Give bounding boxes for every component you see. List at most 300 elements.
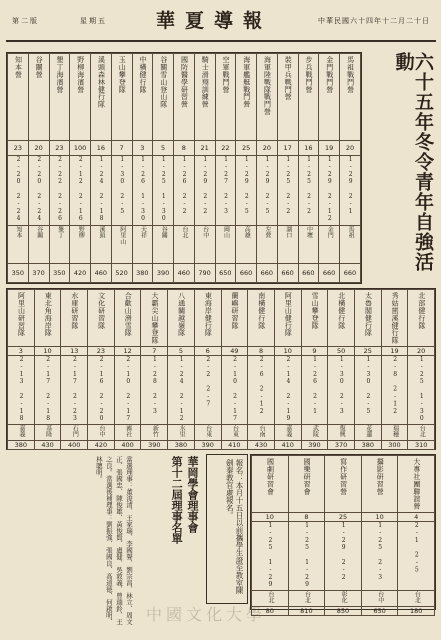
place-row [8, 225, 361, 264]
activity-count: 10 [375, 512, 384, 521]
activity-place-cell [91, 225, 112, 264]
activity-name-cell [174, 54, 195, 141]
activity-name: 中橫健行隊 [139, 56, 148, 93]
activity-fee: 650 [373, 607, 386, 616]
count-row [8, 140, 361, 156]
activity-fee-cell [194, 264, 215, 283]
activity-name-cell [236, 54, 257, 141]
activity-dates: 1-25 2-2 [284, 156, 292, 216]
activity-count-cell [28, 140, 49, 156]
activity-name-cell [61, 290, 88, 347]
activity-place-cell [340, 225, 361, 264]
count-row [8, 346, 435, 355]
activity-fee-cell [257, 264, 278, 283]
activity-dates-cell [194, 355, 221, 425]
activity-name-cell [298, 54, 319, 141]
activity-count: 25 [363, 346, 372, 355]
activity-table-bottom [250, 454, 436, 616]
activity-name-cell [153, 54, 174, 141]
activity-name-cell [8, 54, 29, 141]
activity-dates-cell [248, 355, 275, 425]
fee-row [8, 441, 435, 450]
activity-dates: 1-25 1-30 [418, 355, 426, 423]
activity-dates: 2-10 2-17 [231, 355, 239, 423]
activity-dates-cell [298, 156, 319, 226]
activity-fee: 400 [121, 441, 134, 450]
activity-place-cell [319, 225, 340, 264]
activity-fee: 660 [260, 269, 274, 278]
activity-name-cell [277, 54, 298, 141]
activity-place-cell [28, 225, 49, 264]
activity-dates: 2-6 2-12 [258, 355, 266, 416]
activity-place: 野柳 [77, 225, 85, 239]
council-org: 華岡學會理事會 [186, 456, 199, 533]
activity-place-cell [141, 425, 168, 441]
activity-dates: 1-29 2-12 [326, 156, 334, 223]
activity-fee-cell [248, 441, 275, 450]
activity-dates-cell [354, 355, 381, 425]
activity-place-cell [298, 225, 319, 264]
activity-fee-cell [328, 441, 355, 450]
activity-place-cell [153, 225, 174, 264]
dates-row [8, 156, 361, 226]
activity-count-cell [319, 140, 340, 156]
activity-count-cell [70, 140, 91, 156]
activity-place: 霧社 [124, 425, 132, 439]
activity-place: 谷關 [160, 225, 168, 239]
activity-fee: 460 [177, 269, 191, 278]
activity-name: 秀姑巒溪健行隊 [391, 292, 400, 344]
activity-dates-cell [288, 521, 325, 591]
activity-fee-cell [70, 264, 91, 283]
activity-fee: 660 [322, 269, 336, 278]
activity-count: 3 [140, 143, 145, 152]
masthead [6, 4, 436, 42]
activity-count: 13 [70, 346, 79, 355]
activity-place: 台東 [231, 425, 239, 439]
activity-dates: 1-30 2-5 [118, 156, 126, 216]
activity-place-cell [34, 425, 61, 441]
activity-count-cell [301, 346, 328, 355]
activity-fee-cell [325, 607, 362, 616]
activity-count-cell [408, 346, 435, 355]
activity-count: 7 [152, 346, 157, 355]
activity-count: 10 [43, 346, 52, 355]
council-term: 第十二屆理事名單 [170, 456, 184, 544]
activity-name-cell [328, 290, 355, 347]
activity-name-cell [257, 54, 278, 141]
activity-name: 玉山攀登隊 [118, 56, 127, 93]
activity-count-cell [328, 346, 355, 355]
activity-count-cell [325, 512, 362, 521]
activity-fee-cell [277, 264, 298, 283]
activity-fee: 420 [94, 441, 108, 450]
activity-fee-cell [114, 441, 141, 450]
activity-dates-cell [328, 355, 355, 425]
activity-name: 攝影研習營 [376, 458, 385, 495]
activity-count: 3 [18, 346, 23, 355]
activity-dates-cell [111, 156, 132, 226]
activity-fee: 420 [73, 269, 87, 278]
activity-dates: 2-14 2-19 [284, 355, 292, 423]
activity-dates-cell [88, 355, 115, 425]
activity-name-cell [168, 290, 195, 347]
activity-place-cell [236, 225, 257, 264]
activity-name: 太魯閣健行隊 [364, 292, 373, 337]
activity-name-cell [70, 54, 91, 141]
activity-count-cell [8, 140, 29, 156]
activity-place: 台東 [204, 425, 212, 439]
dates-row [252, 521, 435, 591]
activity-count: 25 [338, 512, 348, 521]
activity-dates-cell [274, 355, 301, 425]
activity-name: 野柳海濱營 [76, 56, 85, 93]
activity-fee: 380 [361, 441, 374, 450]
activity-dates: 1-30 2-5 [364, 355, 372, 416]
activity-dates: 2-1 2-5 [413, 521, 421, 574]
activity-fee-cell [408, 441, 435, 450]
activity-name-cell [288, 456, 325, 513]
weekday: 星期五 [80, 17, 107, 25]
activity-name-cell [301, 290, 328, 347]
activity-count-cell [194, 346, 221, 355]
activity-place: 彰化 [340, 591, 348, 605]
activity-fee: 660 [281, 269, 294, 278]
activity-place-cell [168, 425, 195, 441]
activity-name-cell [141, 290, 168, 347]
activity-name: 大專社團聯誼營 [412, 458, 421, 510]
activity-fee: 660 [302, 269, 315, 278]
activity-fee: 380 [136, 269, 149, 278]
activity-name: 國防醫學研習營 [180, 56, 189, 108]
activity-count-cell [277, 140, 298, 156]
activity-count: 23 [96, 346, 106, 355]
activity-fee: 850 [336, 607, 350, 616]
activity-name-cell [28, 54, 49, 141]
activity-dates: 2-2 2-7 [204, 355, 212, 408]
activity-name: 八通關越嶺隊 [177, 292, 186, 337]
activity-count: 50 [336, 346, 346, 355]
activity-dates: 1-25 2-2 [305, 156, 313, 216]
activity-count: 10 [265, 512, 274, 521]
activity-fee-cell [236, 264, 257, 283]
activity-name: 寫作研習營 [339, 458, 348, 495]
activity-name-cell [398, 456, 435, 513]
activity-name: 谷關營 [35, 56, 44, 79]
activity-place-cell [88, 425, 115, 441]
activity-dates: 1-25 2-3 [376, 521, 384, 582]
activity-dates-cell [174, 156, 195, 226]
activity-fee-cell [274, 441, 301, 450]
activity-dates-cell [8, 355, 35, 425]
activity-dates: 1-29 2-5 [264, 156, 272, 216]
activity-fee: 380 [14, 441, 28, 450]
activity-count-cell [354, 346, 381, 355]
activity-place: 石門 [71, 425, 79, 439]
council-heading [136, 456, 200, 606]
activity-dates-cell [252, 521, 289, 591]
activity-name: 文化研習隊 [97, 292, 106, 329]
fee-row [8, 264, 361, 283]
activity-fee: 390 [308, 441, 321, 450]
page-number: 第二版 [12, 17, 39, 25]
activity-count: 7 [119, 143, 124, 152]
activity-place-cell [328, 425, 355, 441]
activity-place: 馬祖 [347, 225, 355, 239]
activity-count-cell [34, 346, 61, 355]
activity-fee-cell [61, 441, 88, 450]
activity-dates-cell [153, 156, 174, 226]
dates-row [8, 355, 435, 425]
activity-place: 台中 [98, 425, 106, 439]
activity-count-cell [252, 512, 289, 521]
newspaper-page [6, 4, 436, 632]
activity-fee: 300 [388, 441, 401, 450]
activity-fee: 80 [265, 607, 274, 616]
activity-place-cell [361, 591, 398, 607]
activity-count-cell [381, 346, 408, 355]
activity-dates: 1-28 2-3 [151, 355, 159, 416]
name-row [252, 456, 435, 513]
activity-fee: 410 [228, 441, 241, 450]
activity-count: 16 [96, 143, 106, 152]
activity-fee: 390 [156, 269, 170, 278]
activity-count: 5 [161, 143, 166, 152]
activity-name: 步兵戰鬥營 [305, 56, 314, 93]
activity-dates-cell [49, 156, 70, 226]
activity-name-cell [194, 54, 215, 141]
newspaper-title: 華夏導報 [156, 10, 273, 32]
activity-fee-cell [354, 441, 381, 450]
activity-fee: 520 [115, 269, 128, 278]
activity-place: 中壢 [305, 225, 313, 239]
activity-count-cell [340, 140, 361, 156]
activity-place-cell [114, 425, 141, 441]
activity-name-cell [34, 290, 61, 347]
activity-fee-cell [168, 441, 195, 450]
activity-fee-cell [381, 441, 408, 450]
activity-place-cell [70, 225, 91, 264]
activity-count-cell [88, 346, 115, 355]
activity-count-cell [114, 346, 141, 355]
activity-dates-cell [325, 521, 362, 591]
activity-fee: 180 [409, 607, 423, 616]
activity-fee-cell [301, 441, 328, 450]
registration-notice: 報名：本月十五日以前攜學生證至教室陳劍秦教官處報名。 [206, 454, 248, 604]
activity-dates: 2-12 2-16 [77, 156, 85, 223]
activity-fee-cell [34, 441, 61, 450]
activity-name: 裝甲兵戰鬥營 [284, 56, 293, 101]
activity-place-cell [288, 591, 325, 607]
activity-dates: 2-17 2-23 [71, 355, 79, 423]
activity-fee-cell [194, 441, 221, 450]
activity-fee: 410 [281, 441, 294, 450]
activity-table-middle [6, 288, 436, 450]
activity-place-cell [215, 225, 236, 264]
activity-place: 花蓮 [364, 425, 372, 439]
activity-fee: 430 [254, 441, 268, 450]
activity-name: 金門戰鬥營 [325, 56, 334, 93]
activity-table-top [6, 52, 362, 284]
activity-dates: 2-16 2-20 [98, 355, 106, 423]
activity-name: 騎士滑翔訓練營 [201, 56, 210, 108]
activity-dates: 1-29 2-5 [243, 156, 251, 216]
activity-fee: 390 [148, 441, 161, 450]
council-members: 當選理事：董浚清、王家瑞、李國聲、劉宗昌、林立、周文正、張國忠、陳俊雄、黃俊賢、盧健、吳敦義、曾瑞鈴、王之良。當選後補理事：劉振強、張國良、高道德、何啟明、林聰明。 [94, 456, 133, 625]
activity-dates: 1-29 2-1 [347, 156, 355, 216]
activity-name: 國樂研習會 [303, 458, 312, 495]
activity-place: 知本 [15, 225, 23, 239]
activity-count: 20 [262, 143, 272, 152]
activity-place: 水里 [178, 425, 186, 439]
activity-dates: 1-24 2-12 [178, 355, 186, 423]
activity-dates: 1-24 2-18 [98, 156, 106, 223]
activity-place: 台中 [201, 225, 209, 239]
activity-fee: 430 [41, 441, 54, 450]
activity-dates: 1-26 1-30 [139, 156, 147, 223]
activity-dates: 2-22 2-26 [56, 156, 64, 223]
activity-fee-cell [288, 607, 325, 616]
activity-name: 雪山攀登隊 [311, 292, 320, 329]
activity-dates-cell [381, 355, 408, 425]
activity-place: 新竹 [151, 425, 159, 439]
activity-count-cell [132, 140, 153, 156]
activity-place-cell [194, 425, 221, 441]
activity-place: 嘉義 [284, 425, 292, 439]
activity-count-cell [153, 140, 174, 156]
activity-fee-cell [340, 264, 361, 283]
activity-count: 5 [178, 346, 184, 355]
activity-name-cell [194, 290, 221, 347]
activity-fee: 660 [239, 269, 253, 278]
activity-name-cell [215, 54, 236, 141]
activity-count-cell [174, 140, 195, 156]
activity-count-cell [111, 140, 132, 156]
activity-fee-cell [361, 607, 398, 616]
activity-place: 高雄 [243, 225, 251, 239]
activity-fee: 650 [219, 269, 232, 278]
activity-count: 23 [13, 143, 23, 152]
activity-count: 8 [304, 512, 309, 521]
activity-count-cell [398, 512, 435, 521]
activity-dates-cell [408, 355, 435, 425]
activity-fee-cell [91, 264, 112, 283]
activity-count: 20 [345, 143, 355, 152]
activity-place-cell [257, 225, 278, 264]
count-row [252, 512, 435, 521]
activity-fee-cell [398, 607, 435, 616]
activity-fee: 310 [414, 441, 428, 450]
activity-place: 基隆 [44, 425, 52, 439]
activity-dates-cell [141, 355, 168, 425]
activity-dates: 2-20 2-24 [15, 156, 23, 223]
activity-dates-cell [301, 355, 328, 425]
activity-place-cell [381, 425, 408, 441]
activity-place: 天祥 [139, 225, 147, 239]
activity-place-cell [61, 425, 88, 441]
activity-fee: 390 [201, 441, 214, 450]
activity-dates-cell [168, 355, 195, 425]
activity-count: 6 [205, 346, 210, 355]
activity-name-cell [248, 290, 275, 347]
activity-count: 8 [258, 346, 264, 355]
activity-place-cell [49, 225, 70, 264]
activity-fee-cell [28, 264, 49, 283]
activity-count-cell [361, 512, 398, 521]
activity-name: 溪頭森林健行隊 [97, 56, 106, 108]
activity-dates: 2-13 2-18 [17, 355, 25, 423]
place-row [252, 591, 435, 607]
activity-dates-cell [319, 156, 340, 226]
activity-name: 谷關雪山登山隊 [159, 56, 168, 108]
activity-fee-cell [49, 264, 70, 283]
activity-place: 墾丁 [56, 225, 64, 239]
activity-name: 阿里山健行隊 [284, 292, 293, 337]
activity-count: 22 [221, 143, 230, 152]
activity-name: 大霸尖山攀登隊 [150, 292, 159, 344]
activity-dates-cell [28, 156, 49, 226]
activity-place: 左營 [264, 225, 272, 239]
activity-name-cell [408, 290, 435, 347]
activity-count-cell [274, 346, 301, 355]
activity-place: 嘉義 [17, 425, 25, 439]
activity-place: 岡山 [222, 225, 230, 239]
activity-place-cell [274, 425, 301, 441]
activity-place: 台北 [181, 225, 189, 239]
activity-place: 谷關 [35, 225, 43, 239]
activity-count: 23 [55, 143, 64, 152]
activity-dates-cell [236, 156, 257, 226]
main-headline: 六十五年冬令青年自強活動 [392, 52, 434, 272]
activity-dates: 1-27 2-3 [222, 156, 230, 216]
activity-place: 台北 [303, 591, 311, 605]
activity-place-cell [221, 425, 248, 441]
activity-place: 台北 [418, 425, 426, 439]
activity-count: 19 [324, 143, 334, 152]
activity-place: 阿里山 [118, 225, 126, 245]
activity-dates-cell [277, 156, 298, 226]
activity-place-cell [194, 225, 215, 264]
activity-fee-cell [221, 441, 248, 450]
activity-place-cell [111, 225, 132, 264]
activity-name-cell [49, 54, 70, 141]
name-row [8, 290, 435, 347]
activity-name: 空軍戰鬥營 [222, 56, 231, 93]
activity-fee-cell [132, 264, 153, 283]
activity-place: 武陵 [311, 425, 319, 439]
activity-dates-cell [194, 156, 215, 226]
activity-fee: 370 [334, 441, 348, 450]
activity-count-cell [236, 140, 257, 156]
activity-place-cell [132, 225, 153, 264]
activity-dates-cell [340, 156, 361, 226]
activity-dates: 1-26 2-1 [311, 355, 319, 416]
activity-count: 17 [283, 143, 292, 152]
activity-dates-cell [398, 521, 435, 591]
activity-place-cell [408, 425, 435, 441]
activity-count: 21 [200, 143, 209, 152]
activity-place-cell [174, 225, 195, 264]
activity-place-cell [398, 591, 435, 607]
activity-dates: 2-17 2-18 [44, 355, 52, 423]
name-row [8, 54, 361, 141]
activity-fee: 350 [53, 269, 66, 278]
activity-count-cell [61, 346, 88, 355]
activity-dates: 2-10 2-17 [124, 355, 132, 423]
activity-count: 10 [283, 346, 292, 355]
activity-dates-cell [221, 355, 248, 425]
activity-count-cell [49, 140, 70, 156]
